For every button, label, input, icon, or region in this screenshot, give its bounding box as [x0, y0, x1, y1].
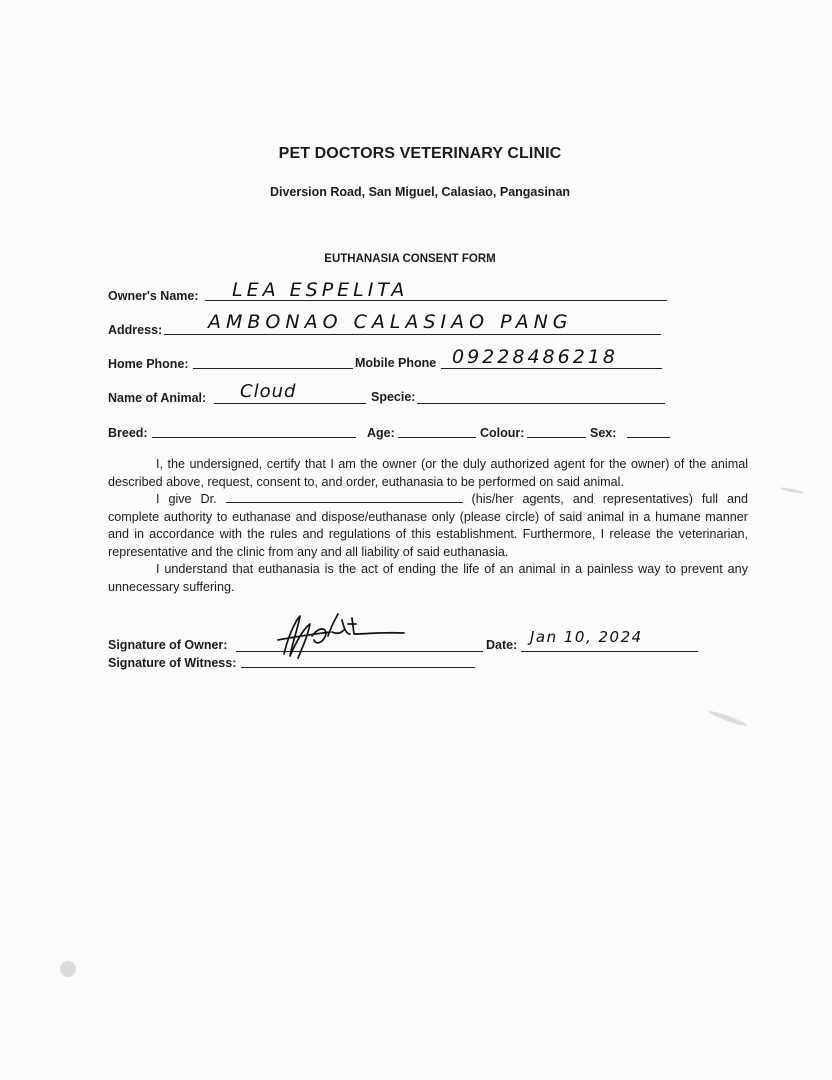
- animal-name-value: Cloud: [240, 381, 297, 402]
- address-value: AMBONAO CALASIAO PANG: [208, 311, 573, 333]
- paper-speck: [780, 487, 804, 495]
- consent-text: [108, 456, 748, 596]
- colour-line: [527, 437, 586, 438]
- consent-paragraph-1: I, the undersigned, certify that I am the owner (or the duly authorized agent for the owner) of the animal described above, request, consent to, and order, euthanasia to be performed on said animal.: [108, 457, 748, 489]
- sex-line: [627, 437, 670, 438]
- clinic-name: PET DOCTORS VETERINARY CLINIC: [278, 145, 562, 162]
- paper-speck: [708, 709, 747, 727]
- doctor-name-line: [226, 492, 463, 503]
- clinic-address: Diversion Road, San Miguel, Calasiao, Pangasinan: [269, 185, 571, 199]
- date-label: Date:: [486, 638, 518, 652]
- breed-label: Breed:: [108, 426, 148, 440]
- home-phone-label: Home Phone:: [108, 357, 189, 371]
- owner-name-label: Owner's Name:: [108, 289, 199, 303]
- address-line: [164, 334, 661, 335]
- witness-signature-label: Signature of Witness:: [108, 656, 237, 670]
- mobile-phone-line: [441, 368, 662, 369]
- owner-signature-label: Signature of Owner:: [108, 638, 228, 652]
- mobile-phone-value: 09228486218: [452, 346, 618, 368]
- form-title: EUTHANASIA CONSENT FORM: [324, 253, 496, 265]
- consent-paragraph-3: I understand that euthanasia is the act of ending the life of an animal in a painless way to prevent any unnecessary suffering.: [108, 562, 748, 594]
- consent-paragraph-2-line-1: [108, 491, 748, 509]
- colour-label: Colour:: [480, 426, 525, 440]
- age-line: [398, 437, 476, 438]
- owner-signature-image: [268, 606, 413, 664]
- consent-agents-text: (his/her agents, and representatives) full and: [471, 492, 748, 506]
- mobile-phone-label: Mobile Phone: [355, 356, 437, 370]
- specie-line: [417, 403, 665, 404]
- date-value: Jan 10, 2024: [530, 628, 643, 646]
- witness-signature-line: [241, 667, 475, 668]
- address-label: Address:: [108, 323, 163, 337]
- consent-give-dr: I give Dr.: [156, 492, 217, 506]
- paper-speck: [60, 961, 76, 977]
- owner-name-value: LEA ESPELITA: [232, 279, 409, 301]
- consent-paragraph-2: complete authority to euthanase and dispose/euthanase only (please circle) of said animal in a humane manner and in accordance with the rules and regulations of this establishment. Furthermore, I release the veterinarian, representative and the clinic from any and all liability of said euthanasia.: [108, 509, 748, 559]
- animal-name-label: Name of Animal:: [108, 391, 207, 405]
- home-phone-line: [193, 368, 353, 369]
- specie-label: Specie:: [371, 390, 416, 404]
- date-line: [521, 651, 698, 652]
- breed-line: [152, 437, 356, 438]
- sex-label: Sex:: [590, 426, 617, 440]
- animal-name-line: [214, 403, 366, 404]
- age-label: Age:: [367, 426, 395, 440]
